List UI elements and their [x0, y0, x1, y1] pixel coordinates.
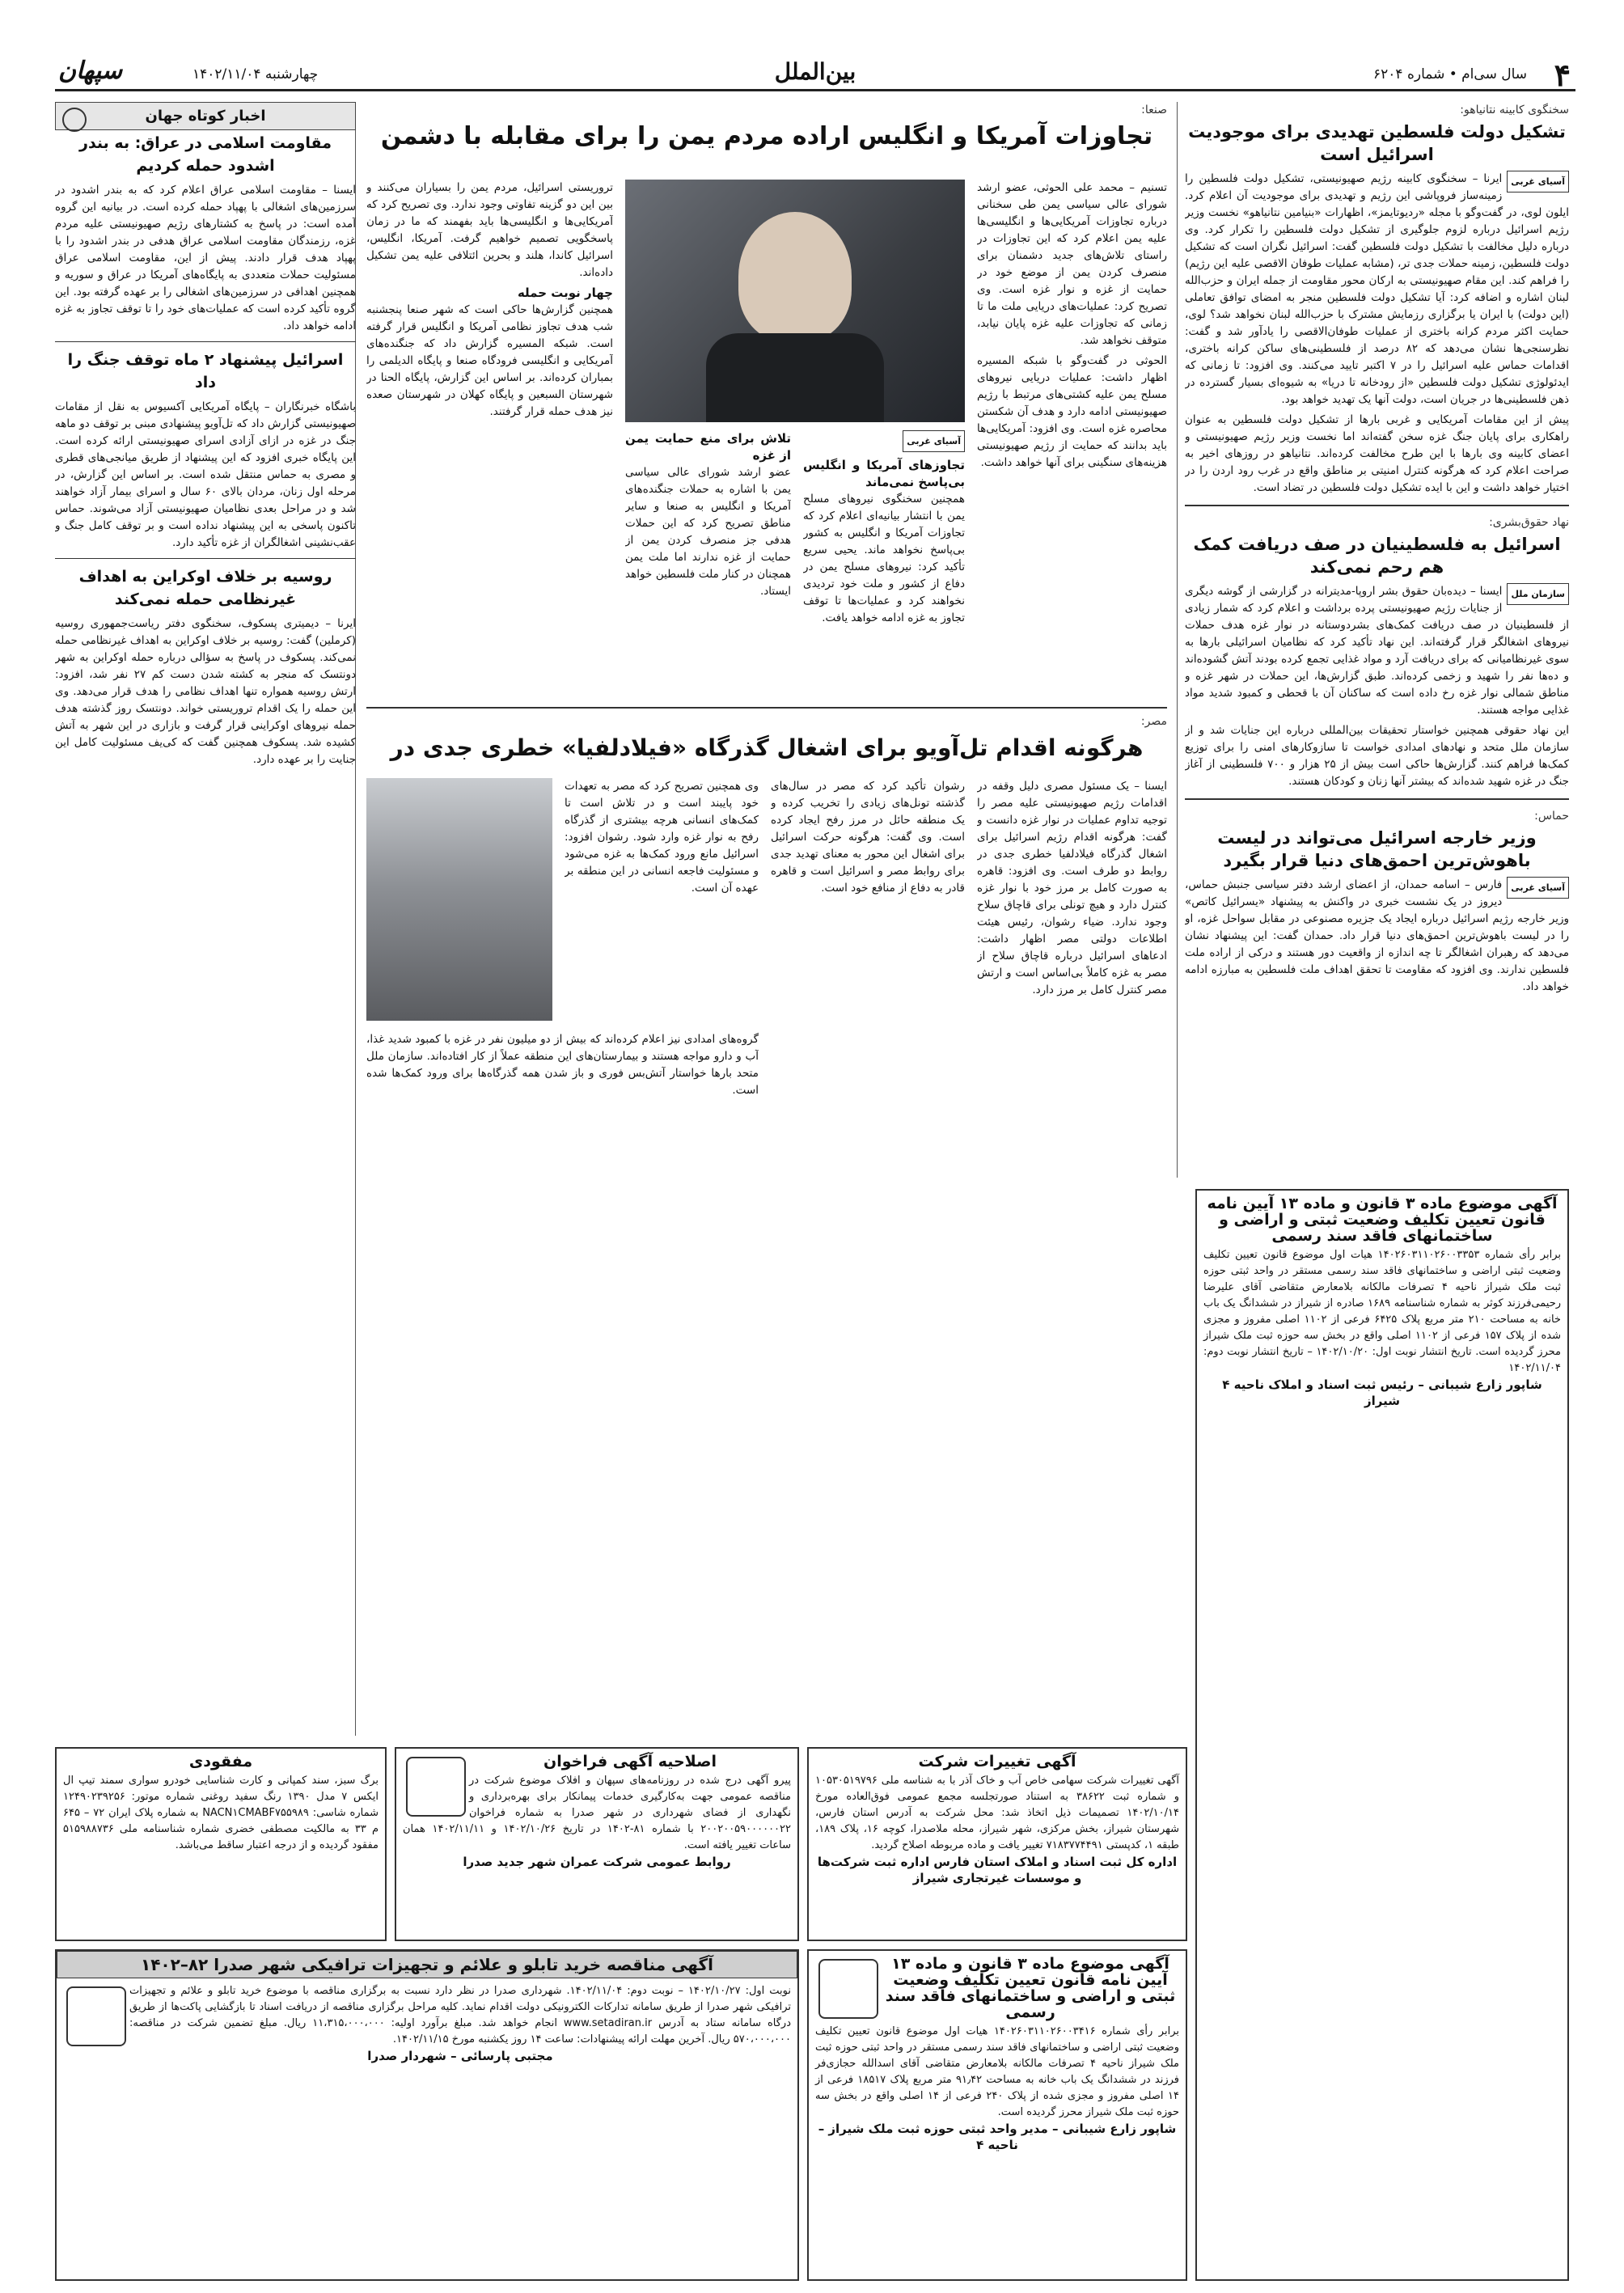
page-header [55, 57, 1575, 91]
lead-col-1 [977, 180, 1167, 697]
article-body: همچنین گزارش‌ها حاکی است که شهر صنعا پنجشنبه شب هدف تجاوز نظامی آمریکا و انگلیس قرار گرفته است. شبکه المسیره گزارش داد که جنگنده‌های آمریکایی و انگلیسی فرودگاه صنعا و پایگاه الدیلمی را بمباران کرده‌اند. بر اساس این گزارش، پایگاه الحنا در شهرستان السبعین و پایگاه کهلان در شهرستان صعده نیز هدف حمله قرار گرفتند. [366, 303, 613, 418]
section-title: بین‌الملل [774, 58, 856, 85]
region-tag: آسیای غربی [1507, 171, 1569, 192]
brief-news-title: اخبار کوتاه جهان [145, 108, 266, 125]
article-title: اسرائیل پیشنهاد ۲ ماه توقف جنگ را داد [67, 351, 344, 391]
ad-body: برگ سبز، سند کمپانی و کارت شناسایی خودرو سواری سمند تیپ ال ایکس ۷ مدل ۱۳۹۰ رنگ سفید روغنی شماره موتور: ۱۲۴۹۰۲۳۹۲۵۶ شماره شاسی: NACN۱CMABF۷۵۵۹۸۹ به شماره پلاک ایران ۷۲ – ۶۴۵ م ۳۳ به مالکیت مصطفی خضری شماره شناسنامه ملی ۵۱۵۹۸۸۷۳۶ مفقود گردیده و از درجه اعتبار ساقط می‌باشد. [63, 1775, 379, 1851]
article-body: وی همچنین تصریح کرد که مصر به تعهدات خود پایبند است و در تلاش است تا کمک‌های انسانی هرچه بیشتری از گذرگاه رفح به نوار غزه وارد شود. رشوان افزود: اسرائیل مانع ورود کمک‌ها به غزه می‌شود و مسئولیت فاجعه انسانی در این منطقه بر عهده آن است. [565, 780, 759, 895]
divider [55, 341, 356, 342]
ad-signature: شاپور زارع شیبانی – مدیر واحد ثبتی حوزه ثبت ملک شیراز – ناحیه ۴ [818, 2122, 1177, 2152]
page-number: ۴ [1554, 57, 1571, 93]
globe-icon [62, 108, 87, 132]
article-body: ایرنا – سخنگوی کابینه رژیم صهیونیستی، تشکیل دولت فلسطین را زمینه‌ساز فروپاشی این رژیم و تهدیدی برای موجودیت آن اعلام کرد. ایلون لوی، در گفت‌وگو با مجله «ردیوتایمز»، اظهارات «بنیامین نتانیاهو» نخست وزیر رژیم اسرائیل درباره لزوم جلوگیری از تشکیل دولت فلسطین را تکرار کرد. وی درباره دلیل مخالفت با تشکیل دولت فلسطین گفت: اسرائیل نگران است که تشکیل دولت فلسطین، زمینه حملات جدی تر، (مشابه عملیات طوفان الاقصی علیه این رژیم) را فراهم کند. این مقام صهیونیستی به ارکان محور مقاومت از جمله ایران و حزب‌الله لبنان اشاره و اضافه کرد: آیا تشکیل دولت فلسطین منجر به امضای توافق تعاملی (این دولت) با ایران یا برگزاری رزمایش مشترک با حزب‌الله لبنان نخواهد شد؟ لوی، حمایت اکثر مردم کرانه باختری از عملیات طوفان‌الاقصی را یادآور شد و گفت: نظرسنجی‌ها نشان می‌دهد که ۸۲ درصد از فلسطینی‌های ساکن کرانه باختری، اقدامات حماس علیه اسرائیل را در ۷ اکتبر تایید می‌کنند. وی افزود: تا زمانی که ایدئولوژی تشکیل دولت فلسطین «از رودخانه تا دریا» به شیوه‌ای بسیار گسترده در ذهن فلسطینی‌ها در جریان است، دولت آنها یک تهدید خواهد بود. [1185, 172, 1569, 406]
region-tag: آسیای غربی [1507, 877, 1569, 899]
ad-title: مفقودی [188, 1753, 253, 1771]
portrait-face [738, 212, 852, 341]
column-rule [1177, 102, 1178, 1178]
land-registry-ad-2 [1195, 1189, 1569, 2281]
brief-news-column [55, 102, 356, 1736]
egypt-header [366, 713, 1167, 762]
article-title: اسرائیل به فلسطینیان در صف دریافت کمک هم رحم نمی‌کند [1193, 535, 1561, 577]
registry-seal-icon [818, 1959, 878, 2019]
article-body: رشوان تأکید کرد که مصر در سال‌های گذشته تونل‌های زیادی را تخریب کرده و یک منطقه حائل در مرز رفح ایجاد کرده است. وی گفت: هرگونه حرکت اسرائیل برای اشغال این محور به معنای تهدید جدی برای روابط مصر و اسرائیل است و قاهره قادر به دفاع از منافع خود است. [771, 780, 965, 895]
subhead: تجاوزهای آمریکا و انگلیس بی‌پاسخ نمی‌ماند [803, 458, 965, 489]
portrait-body [706, 333, 884, 422]
article-body: فارس – اسامه حمدان، از اعضای ارشد دفتر سیاسی جنبش حماس، دیروز در یک نشست خبری در واکنش به پیشنهاد «یسرائیل کاتص» وزیر خارجه رژیم اسرائیل درباره ایجاد یک جزیره مصنوعی در مقابل سواحل غزه، او را در لیست باهوش‌ترین احمق‌های دنیا قرار داد. حمدان گفت: این پیشنهاد نشان می‌دهد که رهبران اشغالگر تا چه اندازه از واقعیت دور هستند و درکی از اراده ملت فلسطین ندارند. وی افزود که مقاومت تا تحقق اهداف ملت فلسطین به مبارزه ادامه خواهد داد. [1185, 878, 1569, 993]
article-title: تشکیل دولت فلسطین تهدیدی برای موجودیت اسرائیل است [1188, 122, 1566, 164]
article-kicker: صنعا: [1141, 104, 1167, 116]
issue-info: سال سی‌ام • شماره ۶۲۰۴ [1373, 66, 1527, 82]
region-tag: آسیای غربی [903, 430, 965, 452]
lead-col-2 [803, 430, 965, 697]
egypt-col-2 [771, 778, 965, 1732]
lead-col-3 [625, 430, 791, 697]
article-body: گروه‌های امدادی نیز اعلام کرده‌اند که بیش از دو میلیون نفر در غزه با کمبود شدید غذا، آب و دارو مواجه هستند و بیمارستان‌های این منطقه عملاً از کار افتاده‌اند. سازمان ملل متحد بارها خواستار آتش‌بس فوری و باز شدن همه گذرگاه‌ها برای ورود کمک‌ها شده است. [366, 1033, 759, 1097]
region-tag: سازمان ملل [1507, 583, 1569, 605]
traffic-equipment-tender-ad [55, 1949, 799, 2281]
lead-col-4 [366, 180, 613, 697]
divider [366, 707, 1167, 709]
article-body: تروریستی اسرائیل، مردم یمن را بسیاران می‌کنند و بین این دو گزینه تفاوتی وجود ندارد. وی تصریح کرد که آمریکایی‌ها و انگلیسی‌ها باید بفهمند که ما در زمان پاسخگویی تصمیم خواهیم گرفت. آمریکا، انگلیس، اسرائیل کاندا، هلند و بحرین ائتلافی علیه یمن تشکیل داده‌اند. [366, 181, 613, 279]
article-body: عضو ارشد شورای عالی سیاسی یمن با اشاره به حملات جنگنده‌های آمریکا و انگلیس به صنعا و سایر مناطق تصریح کرد که این حملات هدفی جز منصرف کردن یمن از حمایت از غزه ندارند اما ملت یمن همچنان در کنار ملت فلسطین خواهد ایستاد. [625, 466, 791, 598]
article-body: پیش از این مقامات آمریکایی و غربی بارها از تشکیل دولت فلسطین به عنوان راهکاری برای پایان جنگ غزه سخن گفته‌اند اما نخست وزیر رژیم صهیونیستی و اعضای کابینه وی بارها با این طرح مخالفت کرده‌اند. نتانیاهو در روزهای اخیر به صراحت اعلام کرد که هرگونه کنترل امنیتی بر مناطق واقع در غرب رود اردن را در اختیار خواهد داشت و این با ایده تشکیل دولت فلسطین در تضاد است. [1185, 413, 1569, 494]
brief-news-heading [55, 102, 356, 130]
article-title: روسیه بر خلاف اوکراین به اهداف غیرنظامی حمله نمی‌کند [78, 568, 332, 608]
article-kicker: حماس: [1534, 810, 1569, 823]
gaza-rubble-photo [366, 778, 552, 1021]
divider [55, 558, 356, 559]
egypt-col-3b [366, 1031, 759, 1735]
article-body: این نهاد حقوقی همچنین خواستار تحقیقات بین‌المللی درباره این جنایات شد و از سازمان ملل متحد و نهادهای امدادی خواست تا سازوکارهای امنی را برای توزیع کمک‌ها فراهم کنند. گزارش‌ها حاکی است بیش از ۲۵ هزار و ۷۰۰ فلسطینی از آغاز جنگ در غزه شهید شده‌اند که بیشتر آنها زنان و کودکان هستند. [1185, 724, 1569, 788]
ad-title: آگهی مناقصه خرید تابلو و علائم و تجهیزات ترافیکی شهر صدرا ۸۲–۱۴۰۲ [57, 1951, 797, 1978]
article-body: الحوثی در گفت‌وگو با شبکه المسیره اظهار داشت: عملیات دریایی نیروهای مسلح یمن علیه کشتی‌های مرتبط با رژیم صهیونیستی ادامه دارد و هدف آن شکستن محاصره غزه است. وی افزود: آمریکایی‌ها باید بدانند که حمایت از رژیم صهیونیستی هزینه‌های سنگینی برای آنها خواهد داشت. [977, 354, 1167, 469]
article-body: باشگاه خبرنگاران – پایگاه آمریکایی آکسیوس به نقل از مقامات صهیونیستی گزارش داد که تل‌آویو پیشنهادی مبنی بر توقف دو ماهه جنگ در غزه در ازای آزادی اسرای صهیونیستی ارائه کرده است. این پایگاه خبری افزود که این پیشنهاد از طریق میانجی‌های قطری و مصری به حماس منتقل شده است. بر اساس این گزارش، در مرحله اول زنان، مردان بالای ۶۰ سال و اسرای بیمار آزاد خواهند شد و در مراحل بعدی نظامیان صهیونیستی آزاد می‌شوند. حماس تاکنون پاسخی به این پیشنهاد نداده است و بر توقف کامل جنگ و عقب‌نشینی اشغالگران از غزه تأکید دارد. [55, 400, 356, 549]
ad-title: آگهی تغییرات شرکت [918, 1753, 1076, 1771]
tender-correction-ad [395, 1747, 799, 1941]
divider [1185, 505, 1569, 506]
subhead: تلاش برای منع حمایت یمن از غزه [625, 431, 791, 463]
newspaper-logo: سپهان [58, 57, 123, 85]
ad-body: برابر رأی شماره ۱۴۰۲۶۰۳۱۱۰۲۶۰۰۳۴۱۶ هیات اول موضوع قانون تعیین تکلیف وضعیت ثبتی اراضی و ساختمانهای فاقد سند رسمی مستقر در واحد ثبتی حوزه ثبت ملک شیراز ناحیه ۴ تصرفات مالکانه بلامعارض متقاضی آقای اسدالله حجازی‌فر فرزند در ششدانگ یک باب خانه به مساحت ۹۱٫۴۲ متر مربع پلاک ۱۸۵۱۷ فرعی از ۱۴ اصلی مفروز و مجزی شده از پلاک ۲۴۰ فرعی از ۱۴ اصلی واقع در بخش سه حوزه ثبت ملک شیراز محرز گردیده است. [815, 2025, 1180, 2118]
divider [1185, 798, 1569, 800]
ad-body: نوبت اول: ۱۴۰۲/۱۰/۲۷ – نوبت دوم: ۱۴۰۲/۱۱/۰۴. شهرداری صدرا در نظر دارد نسبت به برگزاری مناقصه با موضوع خرید تابلو و علائم و تجهیزات ترافیکی شهر صدرا از طریق سامانه تدارکات الکترونیکی دولت اقدام نماید. کلیه مراحل برگزاری مناقصه از دریافت اسناد تا بازگشایی پاکت‌ها از طریق درگاه سامانه ستاد به آدرس www.setadiran.ir انجام خواهد شد. مبلغ برآورد اولیه: ۱۱،۳۱۵،۰۰۰،۰۰۰ ریال. مبلغ تضمین شرکت در مناقصه: ۵۷۰،۰۰۰،۰۰۰ ریال. آخرین مهلت ارائه پیشنهادات: ساعت ۱۴ روز یکشنبه مورخ ۱۴۰۲/۱۱/۱۵. [129, 1985, 791, 2046]
lost-document-ad [55, 1747, 387, 1941]
houthi-photo [625, 180, 965, 422]
article-body: ایسنا – دیده‌بان حقوق بشر اروپا-مدیترانه در گزارشی از گوشه دیگری از جنایات رژیم صهیونیستی پرده برداشت و اعلام کرد که شمار زیادی از فلسطینیان در صف دریافت کمک‌های بشردوستانه در نوار غزه هدف حملات نیروهای اشغالگر قرار گرفته‌اند. این نهاد تأکید کرد که نظامیان اسرائیلی بارها به سوی غیرنظامیانی که برای دریافت آرد و مواد غذایی تجمع کرده بودند آتش گشوده‌اند و ده‌ها نفر را شهید و زخمی کرده‌اند. طبق گزارش‌ها، این حملات در شهر غزه و مناطق شمالی نوار غزه رخ داده است که ساکنان آن با قحطی و کمبود شدید مواد غذایی مواجه هستند. [1185, 585, 1569, 717]
lead-header [366, 102, 1167, 150]
article-title: وزیر خارجه اسرائیل می‌تواند در لیست باهوش‌ترین احمق‌های دنیا قرار بگیرد [1217, 828, 1537, 870]
issue-date: چهارشنبه ۱۴۰۲/۱۱/۰۴ [192, 66, 319, 82]
article-body: ایسنا – مقاومت اسلامی عراق اعلام کرد که به بندر اشدود در سرزمین‌های اشغالی با پهپاد حمله کرده است. در بیانیه این گروه آمده است: در پاسخ به کشتارهای رژیم صهیونیستی علیه مردم غزه، رزمندگان مقاومت اسلامی عراق هدفی در بندر اشدود را با پهپاد هدف قرار دادند. پیش از این، مقاومت اسلامی عراق مسئولیت حملات متعددی به پایگاه‌های آمریکا در عراق و سوریه و همچنین اهدافی در سرزمین‌های اشغالی را بر عهده گرفته بود. این گروه تأکید کرده است که عملیات‌های خود را تا توقف تجاوز به غزه ادامه خواهد داد. [55, 184, 356, 332]
article-title: تجاوزات آمریکا و انگلیس اراده مردم یمن را برای مقابله با دشمن [380, 122, 1153, 150]
egypt-col-3a [565, 778, 759, 1021]
ad-title: اصلاحیه آگهی فراخوان [543, 1753, 717, 1771]
ad-body: برابر رأی شماره ۱۴۰۲۶۰۳۱۱۰۲۶۰۰۳۳۵۳ هیات اول موضوع قانون تعیین تکلیف وضعیت ثبتی اراضی و ساختمانهای فاقد سند رسمی مستقر در واحد ثبتی حوزه ثبت ملک شیراز ناحیه ۴ تصرفات مالکانه بلامعارض متقاضی آقای علیرضا رحیمی‌فرزند کوثر به شماره شناسنامه ۱۶۸۹ صادره از شیراز در ششدانگ یک باب خانه به مساحت ۲۱۰ متر مربع پلاک ۶۴۲۵ فرعی از ۱۱۰۲ اصلی مفروز و مجزی شده از پلاک ۱۵۷ فرعی از ۱۱۰۲ اصلی واقع در بخش سه حوزه ثبت ملک شیراز محرز گردیده است. تاریخ انتشار نوبت اول: ۱۴۰۲/۱۰/۲۰ – تاریخ انتشار نوبت دوم: ۱۴۰۲/۱۱/۰۴ [1203, 1249, 1562, 1374]
land-registry-ad-1 [807, 1949, 1187, 2281]
ad-title: آگهی موضوع ماده ۳ قانون و ماده ۱۳ آیین نامه قانون تعیین تکلیف وضعیت ثبتی و اراضی و ساختمانهای فاقد سند رسمی [1207, 1195, 1558, 1245]
company-logo-icon [406, 1757, 466, 1817]
ad-signature: شاپور زارع شیبانی – رئیس ثبت اسناد و املاک ناحیه ۴ شیراز [1222, 1377, 1542, 1408]
subhead: چهار نوبت حمله [517, 286, 613, 300]
egypt-col-1 [977, 778, 1167, 1732]
article-body: همچنین سخنگوی نیروهای مسلح یمن با انتشار بیانیه‌ای اعلام کرد که تجاوزات آمریکا و انگلیس به کشور بی‌پاسخ نخواهد ماند. یحیی سریع تأکید کرد: نیروهای مسلح یمن در دفاع از کشور و ملت خود تردیدی نخواهند کرد و عملیات‌ها تا توقف تجاوز به غزه ادامه خواهد یافت. [803, 493, 965, 624]
ad-title: آگهی موضوع ماده ۳ قانون و ماده ۱۳ آیین نامه قانون تعیین تکلیف وضعیت ثبتی و اراضی و ساختمانهای فاقد سند رسمی [885, 1955, 1176, 2021]
article-kicker: سخنگوی کابینه نتانیاهو: [1460, 104, 1569, 116]
article-kicker: مصر: [1140, 715, 1167, 728]
ad-body: پیرو آگهی درج شده در روزنامه‌های سپهان و افلاک موضوع شرکت در مناقصه عمومی جهت به‌کارگیری خدمات پیمانکار برای بهره‌برداری و نگهداری از فضای شهرداری در شهر صدرا به شماره فراخوان ۲۰۰۲۰۰۵۹۰۰۰۰۰۰۲۲ با شماره ۸۱-۱۴۰۲ در تاریخ ۱۴۰۲/۱۰/۲۶ و ۱۴۰۲/۱۱/۱۱ همان ساعات تغییر یافته است. [403, 1775, 791, 1851]
ad-body: آگهی تغییرات شرکت سهامی خاص آب و خاک آذر با به شناسه ملی ۱۰۵۳۰۵۱۹۷۹۶ و شماره ثبت ۳۸۶۲۲ به استناد صورتجلسه مجمع عمومی فوق‌العاده مورخ ۱۴۰۲/۱۰/۱۴ تصمیمات ذیل اتخاذ شد: محل شرکت به آدرس استان فارس، شهرستان شیراز، بخش مرکزی، شهر شیراز، محله ملاصدرا، کوچه ۱۶، پلاک ۱۸۹، طبقه ۱، کدپستی ۷۱۸۳۷۷۴۴۹۱ تغییر یافت و ماده مربوطه اصلاح گردید. [815, 1775, 1180, 1851]
right-column [1185, 102, 1569, 1178]
article-kicker: نهاد حقوق‌بشری: [1489, 516, 1569, 529]
ad-signature: مجتبی پارسائی – شهردار صدرا [367, 2049, 553, 2063]
article-body: ایرنا – دیمیتری پسکوف، سخنگوی دفتر ریاست‌جمهوری روسیه (کرملین) گفت: روسیه بر خلاف اوکراین به اهداف غیرنظامی حمله نمی‌کند. پسکوف در پاسخ به سؤالی درباره حمله اوکراین به شهر دونتسک که منجر به کشته شدن دست کم ۲۷ نفر شد، افزود: ارتش روسیه همواره تنها اهداف نظامی را هدف قرار می‌دهد. وی این حمله را یک اقدام تروریستی خواند. دونتسک روز گذشته هدف حمله نیروهای اوکراینی قرار گرفت و بازاری در این شهر به آتش کشیده شد. پسکوف همچنین گفت که کی‌یف مسئولیت کامل این جنایت را بر عهده دارد. [55, 617, 356, 766]
municipality-seal-icon [66, 1986, 126, 2046]
ad-signature: اداره کل ثبت اسناد و املاک استان فارس اداره ثبت شرکت‌ها و موسسات غیرتجاری شیراز [817, 1855, 1178, 1885]
article-body: ایسنا – یک مسئول مصری دلیل وقفه در اقدامات رژیم صهیونیستی علیه مصر را توجیه تداوم عملیات در نوار غزه دانست و گفت: هرگونه اقدام رژیم اسرائیل برای اشغال گذرگاه فیلادلفیا خطری جدی در روابط دو طرف است. وی افزود: قاهره به صورت کامل بر مرز خود با نوار غزه کنترل دارد و هیچ تونلی برای قاچاق سلاح وجود ندارد. ضیاء رشوان، رئیس هیئت اطلاعات دولتی مصر اظهار داشت: ادعاهای اسرائیل درباره قاچاق سلاح از مصر به غزه کاملاً بی‌اساس است و ارتش مصر کنترل کامل بر مرز دارد. [977, 780, 1167, 996]
ad-signature: روابط عمومی شرکت عمران شهر جدید صدرا [463, 1855, 731, 1869]
company-change-ad [807, 1747, 1187, 1941]
article-body: تسنیم – محمد علی الحوثی، عضو ارشد شورای عالی سیاسی یمن طی سخنانی درباره تجاوزات آمریکایی‌ها و انگلیسی‌ها علیه یمن اعلام کرد که این تجاوزات در راستای تلاش‌های جدید دشمنان برای منصرف کردن یمن از موضع خود در حمایت از غزه و نوار غزه است. وی تصریح کرد: عملیات‌های دریایی ملت ما تا زمانی که تجاوزات علیه غزه پایان نیابد، متوقف نخواهد شد. [977, 181, 1167, 347]
article-title: مقاومت اسلامی در عراق: به بندر اشدود حمله کردیم [79, 134, 332, 175]
article-title: هرگونه اقدام تل‌آویو برای اشغال گذرگاه «فیلادلفیا» خطری جدی در [390, 734, 1144, 761]
